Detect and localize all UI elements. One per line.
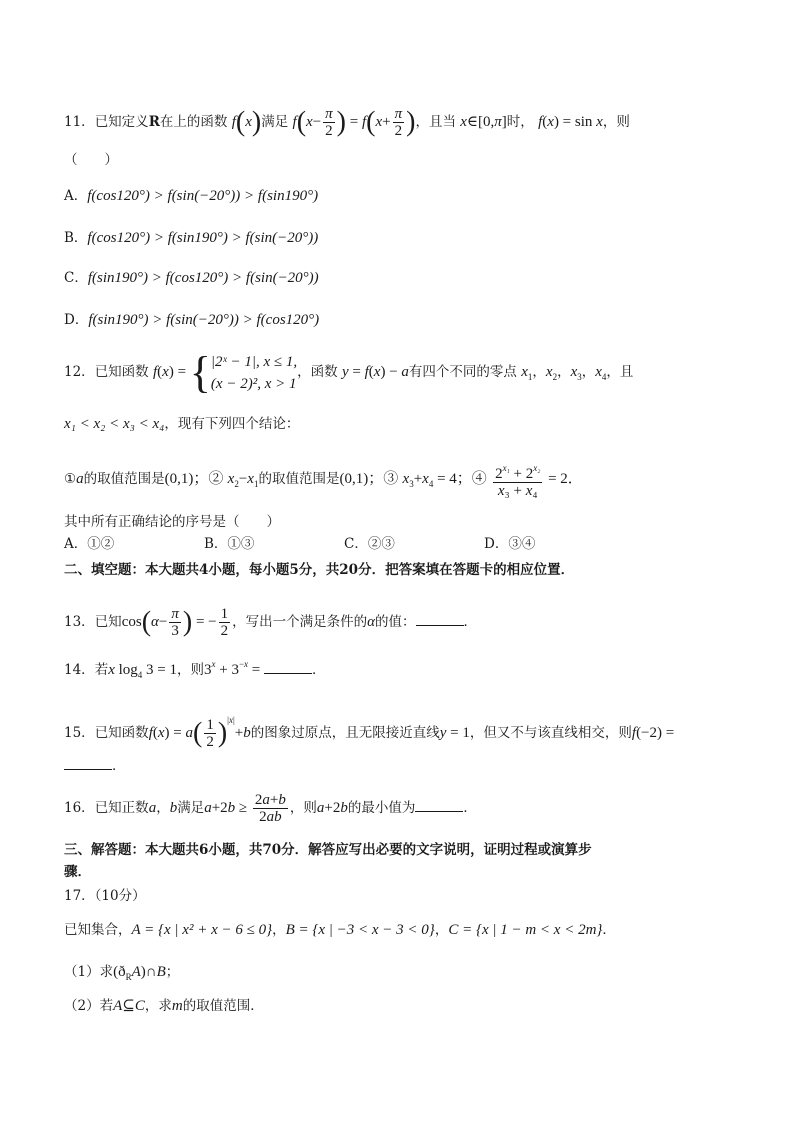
q12-text: 已知函数: [94, 364, 149, 380]
q16-number: 16．: [64, 800, 95, 816]
q11-number: 11．: [64, 114, 95, 130]
q16-text: 满足: [177, 800, 205, 816]
q12-option-d[interactable]: D．③④: [484, 536, 536, 552]
q17-text: ；: [165, 964, 180, 980]
piecewise-cases: [211, 351, 297, 395]
q11-stem: 11．已知定义R在上的函数 f(x)满足 f(x− $\frac{\pi}{2}$ ) = f(x+ $\frac{\pi}{2}$ )，且当 x∈[0,π]时， f(x) = sin x，则: [64, 106, 630, 139]
q13-text: ．: [463, 614, 477, 630]
q14-answer-blank[interactable]: [264, 661, 312, 674]
option-expr: f(cos120°) > f(sin(−20°)) > f(sin190°): [87, 188, 319, 204]
q17-text: ，求: [144, 998, 172, 1014]
q12-conclusions: ①a的取值范围是(0,1)；② $x_2-x_1$的取值范围是(0,1)；③ $x_3+x_4 = 4$；④ $\frac{2^{x_1} + 2^{x_2}}{\text{x₃ + x₄}}$ = 2．: [64, 460, 583, 502]
section-3-heading: 三、解答题：本大题共6小题，共70分．解答应写出必要的文字说明，证明过程或演算步: [64, 842, 592, 858]
q12-options: [64, 534, 624, 554]
set-c: C = {x | 1 − m < x < 2m}: [448, 922, 603, 938]
q11-answer-paren: （ ）: [64, 152, 118, 168]
order-condition: x₁ < x₂ < x₃ < x₄: [64, 416, 165, 432]
q17-number: 17．（10分）: [64, 888, 146, 904]
q13-answer-blank[interactable]: [416, 613, 464, 626]
q17-text: 的取值范围．: [182, 998, 264, 1014]
q11-option-b[interactable]: [64, 228, 318, 248]
q12-text: (0,1)；②: [164, 471, 224, 487]
q12-text: ，函数: [297, 364, 338, 380]
q16: 16．已知正数a，b满足a+2b ≥ $\frac{2a+b}{2ab}$ ，则a+2b的最小值为 ．: [64, 792, 477, 825]
q12-text: ，且: [606, 364, 634, 380]
q17-sets: 已知集合，A = {x | x² + x − 6 ≤ 0}，B = {x | −3 < x − 3 < 0}，C = {x | 1 − m < x < 2m}．: [64, 922, 616, 938]
option-expr: f(sin190°) > f(sin(−20°)) > f(cos120°): [88, 312, 320, 328]
q13-number: 13．: [64, 614, 95, 630]
q14-text: 若: [94, 662, 109, 678]
section-2-heading: 二、填空题：本大题共4小题，每小题5分，共20分．把答案填在答题卡的相应位置．: [64, 562, 575, 578]
case-2: (x − 2)², x > 1: [210, 375, 297, 392]
q14: 14．若x $\log_4 3 = 1$，则$3^x + 3^{-x}$ = ．: [64, 659, 326, 680]
q12-text: 的取值范围是: [258, 471, 340, 487]
option-label: C．: [64, 270, 88, 286]
q15-answer-line: [64, 756, 126, 776]
q12-text: ①: [64, 471, 77, 487]
option-label: A．: [64, 188, 88, 204]
q11-R: R: [148, 114, 160, 130]
q13: 13．已知cos(α− $\frac{\pi}{3}$ ) = − $\frac{1}{2}$ ，写出一个满足条件的α的值： ．: [64, 606, 477, 639]
q15: 15．已知函数f(x) = a( $\frac{1}{2}$ )$^{|x|}$+b的图象过原点，且无限接近直线y = 1，但又不与该直线相交，则f(−2) =: [64, 715, 675, 750]
q12-text: 有四个不同的零点: [408, 364, 517, 380]
q17-part-1: （1）求$(ð_RA)\cap B$；: [64, 964, 180, 982]
q17-part-2: （2）若A⊆C，求m的取值范围．: [64, 998, 264, 1014]
q12-option-a[interactable]: A．①②: [64, 536, 115, 552]
q11-text: 满足: [261, 114, 289, 130]
q13-text: ，写出一个满足条件的: [232, 614, 368, 630]
q11-option-a[interactable]: [64, 186, 318, 206]
q16-text: 已知正数: [94, 800, 149, 816]
q11-fx: f: [231, 114, 236, 130]
q14-number: 14．: [64, 662, 95, 678]
q12-number: 12．: [64, 364, 95, 380]
q15-text: 的图象过原点，且无限接近直线: [250, 725, 440, 741]
q12-option-c[interactable]: C．②③: [344, 536, 395, 552]
q11-option-d[interactable]: [64, 310, 319, 330]
q15-answer-blank[interactable]: [64, 757, 112, 770]
q17-text: （1）求: [64, 964, 114, 980]
q15-text: 已知函数: [94, 725, 149, 741]
q12-text: 的取值范围是: [83, 471, 165, 487]
q16-text: ，则: [289, 800, 317, 816]
q14-text: ，则: [177, 662, 204, 678]
q11-text: 在上的函数: [159, 114, 228, 130]
q12-stem: 12．已知函数 f(x) = { |2ˣ − 1|, x ≤ 1, (x − 2)², x > 1 ，函数 y = f(x) − a有四个不同的零点 $x_1$，$x_2$，$x_3$，$x_4$，且: [64, 347, 634, 397]
q12-question: 其中所有正确结论的序号是（ ）: [64, 514, 280, 530]
q12-text: (0,1)；③: [339, 471, 399, 487]
q14-text: ．: [312, 662, 326, 678]
q16-answer-blank[interactable]: [415, 799, 463, 812]
q11-text: 已知定义: [94, 114, 149, 130]
q17-text: （2）若: [64, 998, 114, 1014]
q16-text: 的最小值为: [347, 800, 416, 816]
q12-condition: [64, 414, 299, 434]
conclusion-4-fraction: $\frac{2^{x_1} + 2^{x_2}}{\text{x₃ + x₄}}$: [493, 460, 542, 499]
q11-text: ，且当: [415, 114, 456, 130]
q11-option-c[interactable]: [64, 268, 319, 288]
option-label: B．: [64, 230, 88, 246]
q16-text: ．: [463, 800, 477, 816]
q15-text: ，但又不与该直线相交，则: [469, 725, 632, 741]
option-expr: f(cos120°) > f(sin190°) > f(sin(−20°)): [87, 230, 319, 246]
option-label: D．: [64, 312, 89, 328]
q13-text: 已知: [94, 614, 122, 630]
set-b: B = {x | −3 < x − 3 < 0}: [285, 922, 435, 938]
q13-text: 的值：: [375, 614, 416, 630]
q17-text: 已知集合，: [64, 922, 132, 938]
q15-text: ．: [112, 758, 126, 774]
q12-text: ；④: [456, 471, 487, 487]
set-a: A = {x | x² + x − 6 ≤ 0}: [131, 922, 273, 938]
q12-text: ，现有下列四个结论：: [164, 416, 300, 432]
case-1: |2ˣ − 1|, x ≤ 1,: [210, 353, 298, 370]
section-3-heading-cont: 骤．: [64, 864, 91, 880]
option-expr: f(sin190°) > f(cos120°) > f(sin(−20°)): [87, 270, 319, 286]
pi-over-2: $\frac{\pi}{2}$: [325, 106, 333, 139]
q11-text: ，则: [602, 114, 630, 130]
q15-number: 15．: [64, 725, 95, 741]
q12-option-b[interactable]: B．①③: [204, 536, 255, 552]
q11-text: 时，: [506, 114, 534, 130]
pi-over-2: $\frac{\pi}{2}$: [394, 106, 403, 139]
